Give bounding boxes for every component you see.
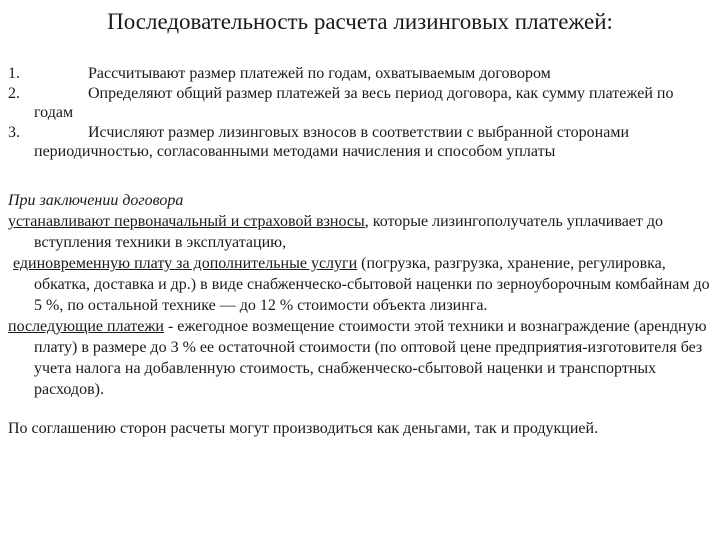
contract-paragraph-initial-fees: [8, 211, 712, 253]
step-number: 1.: [8, 65, 20, 82]
contract-paragraph-subsequent-payments: [8, 316, 712, 400]
footer-note: По соглашению сторон расчеты могут производиться как деньгами, так и продукцией.: [8, 420, 599, 437]
list-item: [8, 123, 712, 162]
one-time-fee-text: (погрузка, разгрузка, хранение, регулировка, обкатка, доставка и др.) в виде снабженческо-сбытовой наценки по зерноуборочным комбайнам до 5 %, по остальной технике — до 12 % стоимости объекта лизинга.: [34, 255, 710, 314]
subsequent-payments-term: последующие платежи: [8, 318, 164, 335]
slide-title: Последовательность расчета лизинговых платежей:: [107, 9, 613, 34]
step-text: Рассчитывают размер платежей по годам, охватываемым договором: [88, 65, 551, 82]
subsequent-payments-text: - ежегодное возмещение стоимости этой техники и вознаграждение (арендную плату) в размере до 3 % ее остаточной стоимости (по оптовой цене предприятия-изготовителя без учета налога на добавленную стоимость, снабженческо-сбытовой наценки и транспортных расходов).: [34, 318, 707, 398]
step-text: Определяют общий размер платежей за весь период договора, как сумму платежей по годам: [34, 84, 674, 121]
list-item: [8, 84, 712, 123]
steps-list: [8, 64, 712, 162]
step-number: 3.: [8, 123, 20, 141]
contract-paragraph-one-time-fee: [8, 253, 712, 316]
initial-fees-text: , которые лизингополучатель уплачивает до вступления техники в эксплуатацию,: [34, 213, 664, 251]
initial-fees-term: устанавливают первоначальный и страховой взносы: [8, 213, 365, 230]
contract-heading: При заключении договора: [8, 192, 184, 209]
step-text: Исчисляют размер лизинговых взносов в соответствии с выбранной сторонами периодичностью, согласованными методами начисления и способом уплаты: [34, 123, 630, 160]
step-number: 2.: [8, 84, 20, 102]
one-time-fee-term: единовременную плату за дополнительные услуги: [13, 255, 358, 272]
contract-section: [8, 190, 712, 439]
list-item: [8, 64, 712, 84]
